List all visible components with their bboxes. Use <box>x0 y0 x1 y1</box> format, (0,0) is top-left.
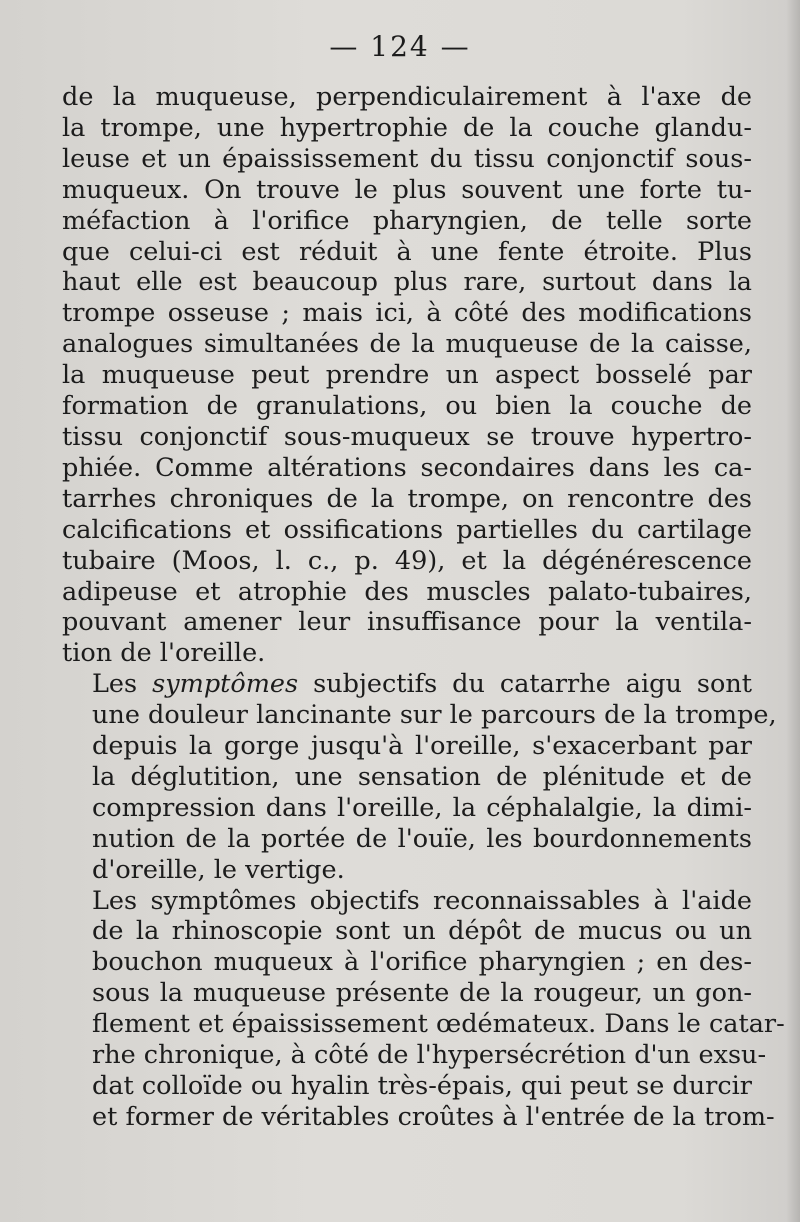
paragraph-line: d'oreille, le vertige. <box>92 854 345 885</box>
paragraph-line: méfaction à l'orifice pharyngien, de telle sorte <box>62 205 752 236</box>
paragraph-line: de la rhinoscopie sont un dépôt de mucus ou un <box>92 916 752 947</box>
paragraph-line: une douleur lancinante sur le parcours de la trompe, <box>92 700 777 731</box>
paragraph-line: et former de véritables croûtes à l'entrée de la trom- <box>92 1101 775 1132</box>
paragraph-line: la déglutition, une sensation de plénitude et de <box>92 761 752 792</box>
paragraph-line <box>62 669 752 700</box>
paragraph-line: calcifications et ossifications partielles du cartilage <box>62 514 752 545</box>
line-prefix: Les <box>92 669 153 700</box>
page-body <box>62 82 785 1133</box>
paragraph-line: formation de granulations, ou bien la couche de <box>62 391 752 422</box>
paragraph-line: de la muqueuse, perpendiculairement à l'axe de <box>62 82 752 112</box>
paragraph-line: depuis la gorge jusqu'à l'oreille, s'exacerbant par <box>92 731 752 762</box>
paragraph-line: leuse et un épaississement du tissu conjonctif sous- <box>62 143 752 174</box>
paragraph-line: sous la muqueuse présente de la rougeur, un gon- <box>92 978 752 1009</box>
paragraph-3 <box>62 885 785 1133</box>
paragraph-line: nution de la portée de l'ouïe, les bourdonnements <box>92 823 752 854</box>
italic-term: symptômes <box>152 669 299 700</box>
line-suffix: subjectifs du catarrhe aigu sont <box>298 669 753 700</box>
paragraph-line: tissu conjonctif sous-muqueux se trouve hypertro- <box>62 421 752 452</box>
page-spine-shadow <box>786 0 800 1222</box>
paragraph-line: tion de l'oreille. <box>62 638 266 669</box>
paragraph-line: dat colloïde ou hyalin très-épais, qui peut se durcir <box>92 1071 752 1101</box>
paragraph-1 <box>62 82 752 669</box>
paragraph-line: tarrhes chroniques de la trompe, on rencontre des <box>62 483 752 514</box>
paragraph-line: compression dans l'oreille, la céphalalgie, la dimi- <box>92 792 752 823</box>
paragraph-line: Les symptômes objectifs reconnaissables à l'aide <box>92 885 752 916</box>
page-number: — 124 — <box>329 30 471 63</box>
paragraph-line: trompe osseuse ; mais ici, à côté des modifications <box>62 298 752 329</box>
paragraph-line: la trompe, une hypertrophie de la couche glandu- <box>62 112 752 143</box>
paragraph-line: bouchon muqueux à l'orifice pharyngien ; en des- <box>92 947 752 978</box>
paragraph-line: phiée. Comme altérations secondaires dans les ca- <box>62 452 752 483</box>
paragraph-line: haut elle est beaucoup plus rare, surtout dans la <box>62 267 752 298</box>
paragraph-line: flement et épaississement œdémateux. Dans le catar- <box>92 1009 785 1040</box>
paragraph-line: adipeuse et atrophie des muscles palato-tubaires, <box>62 576 752 607</box>
paragraph-line: la muqueuse peut prendre un aspect bosselé par <box>62 360 752 391</box>
paragraph-line: tubaire (Moos, l. c., p. 49), et la dégénérescence <box>62 545 752 576</box>
paragraph-line: muqueux. On trouve le plus souvent une forte tu- <box>62 174 752 205</box>
paragraph-line: analogues simultanées de la muqueuse de la caisse, <box>62 329 752 360</box>
paragraph-line: que celui-ci est réduit à une fente étroite. Plus <box>62 236 752 267</box>
paragraph-line: pouvant amener leur insuffisance pour la ventila- <box>62 607 752 638</box>
paragraph-2 <box>62 669 777 885</box>
paragraph-line: rhe chronique, à côté de l'hypersécrétion d'un exsu- <box>92 1040 767 1071</box>
